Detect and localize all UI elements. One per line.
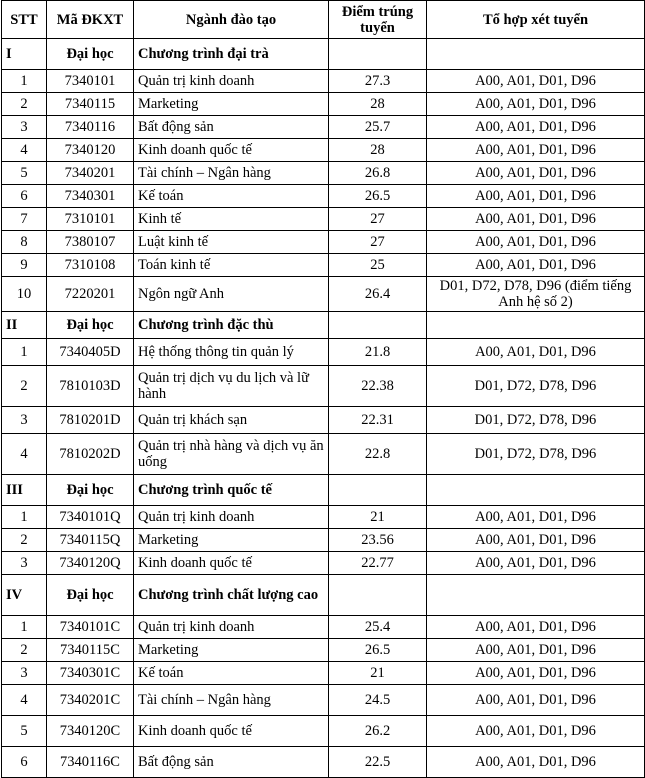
row-major: Ngôn ngữ Anh xyxy=(134,277,329,312)
header-combo: Tổ hợp xét tuyển xyxy=(427,1,645,39)
row-major: Quản trị nhà hàng và dịch vụ ăn uống xyxy=(134,434,329,475)
row-major: Tài chính – Ngân hàng xyxy=(134,685,329,716)
row-score: 27.3 xyxy=(329,70,427,93)
row-code: 7340116C xyxy=(47,747,134,778)
row-combo: A00, A01, D01, D96 xyxy=(427,254,645,277)
row-combo: A00, A01, D01, D96 xyxy=(427,747,645,778)
row-score: 26.4 xyxy=(329,277,427,312)
row-code: 7810201D xyxy=(47,407,134,434)
row-major: Bất động sản xyxy=(134,116,329,139)
row-stt: 1 xyxy=(2,616,47,639)
row-score: 21 xyxy=(329,662,427,685)
row-major: Quản trị kinh doanh xyxy=(134,70,329,93)
row-stt: 3 xyxy=(2,407,47,434)
row-score: 26.5 xyxy=(329,185,427,208)
section-row xyxy=(2,475,645,506)
row-score: 28 xyxy=(329,93,427,116)
table-row xyxy=(2,162,645,185)
row-stt: 5 xyxy=(2,162,47,185)
section-level: Đại học xyxy=(47,575,134,616)
row-stt: 9 xyxy=(2,254,47,277)
row-stt: 1 xyxy=(2,70,47,93)
row-combo: D01, D72, D78, D96 (điểm tiếng Anh hệ số 2) xyxy=(427,277,645,312)
row-combo: A00, A01, D01, D96 xyxy=(427,162,645,185)
table-row xyxy=(2,747,645,778)
row-major: Bất động sản xyxy=(134,747,329,778)
header-row xyxy=(2,1,645,39)
section-level: Đại học xyxy=(47,475,134,506)
section-program: Chương trình quốc tế xyxy=(134,475,329,506)
section-row xyxy=(2,575,645,616)
table-row xyxy=(2,254,645,277)
row-combo: A00, A01, D01, D96 xyxy=(427,639,645,662)
table-row xyxy=(2,639,645,662)
row-stt: 4 xyxy=(2,685,47,716)
row-stt: 10 xyxy=(2,277,47,312)
table-row xyxy=(2,277,645,312)
row-stt: 1 xyxy=(2,339,47,366)
row-combo: A00, A01, D01, D96 xyxy=(427,616,645,639)
table-row xyxy=(2,616,645,639)
row-major: Kinh tế xyxy=(134,208,329,231)
row-major: Luật kinh tế xyxy=(134,231,329,254)
row-code: 7340405D xyxy=(47,339,134,366)
row-major: Hệ thống thông tin quản lý xyxy=(134,339,329,366)
row-major: Kinh doanh quốc tế xyxy=(134,139,329,162)
row-stt: 7 xyxy=(2,208,47,231)
row-stt: 2 xyxy=(2,639,47,662)
row-code: 7340120 xyxy=(47,139,134,162)
row-major: Kinh doanh quốc tế xyxy=(134,552,329,575)
row-major: Toán kinh tế xyxy=(134,254,329,277)
table-row xyxy=(2,339,645,366)
row-score: 26.8 xyxy=(329,162,427,185)
row-major: Marketing xyxy=(134,93,329,116)
row-code: 7340101Q xyxy=(47,506,134,529)
row-score: 22.38 xyxy=(329,366,427,407)
row-score: 27 xyxy=(329,231,427,254)
row-combo: A00, A01, D01, D96 xyxy=(427,552,645,575)
row-code: 7340120C xyxy=(47,716,134,747)
row-score: 21 xyxy=(329,506,427,529)
row-combo: A00, A01, D01, D96 xyxy=(427,139,645,162)
row-stt: 2 xyxy=(2,366,47,407)
row-major: Tài chính – Ngân hàng xyxy=(134,162,329,185)
section-program: Chương trình chất lượng cao xyxy=(134,575,329,616)
row-major: Quản trị khách sạn xyxy=(134,407,329,434)
row-stt: 6 xyxy=(2,185,47,208)
row-score: 27 xyxy=(329,208,427,231)
table-row xyxy=(2,434,645,475)
table-row xyxy=(2,70,645,93)
row-score: 28 xyxy=(329,139,427,162)
section-program: Chương trình đặc thù xyxy=(134,312,329,339)
row-code: 7340301C xyxy=(47,662,134,685)
row-stt: 4 xyxy=(2,434,47,475)
row-code: 7340120Q xyxy=(47,552,134,575)
row-combo: D01, D72, D78, D96 xyxy=(427,434,645,475)
row-score: 24.5 xyxy=(329,685,427,716)
row-stt: 3 xyxy=(2,662,47,685)
row-code: 7810103D xyxy=(47,366,134,407)
row-score: 22.31 xyxy=(329,407,427,434)
row-score: 26.2 xyxy=(329,716,427,747)
table-row xyxy=(2,685,645,716)
row-stt: 5 xyxy=(2,716,47,747)
row-stt: 2 xyxy=(2,529,47,552)
table-row xyxy=(2,716,645,747)
header-major: Ngành đào tạo xyxy=(134,1,329,39)
row-code: 7340115 xyxy=(47,93,134,116)
header-stt: STT xyxy=(2,1,47,39)
section-row xyxy=(2,39,645,70)
row-stt: 1 xyxy=(2,506,47,529)
row-combo: A00, A01, D01, D96 xyxy=(427,70,645,93)
row-combo: A00, A01, D01, D96 xyxy=(427,93,645,116)
row-major: Marketing xyxy=(134,639,329,662)
row-combo: A00, A01, D01, D96 xyxy=(427,662,645,685)
admission-score-table xyxy=(1,0,645,778)
row-code: 7340115Q xyxy=(47,529,134,552)
row-major: Marketing xyxy=(134,529,329,552)
table-row xyxy=(2,93,645,116)
section-number: IV xyxy=(2,575,47,616)
row-stt: 3 xyxy=(2,116,47,139)
table-row xyxy=(2,208,645,231)
row-major: Kế toán xyxy=(134,662,329,685)
row-code: 7340201C xyxy=(47,685,134,716)
row-major: Kinh doanh quốc tế xyxy=(134,716,329,747)
section-row xyxy=(2,312,645,339)
section-number: III xyxy=(2,475,47,506)
table-row xyxy=(2,407,645,434)
row-score: 25.4 xyxy=(329,616,427,639)
row-code: 7380107 xyxy=(47,231,134,254)
row-combo: A00, A01, D01, D96 xyxy=(427,231,645,254)
row-stt: 8 xyxy=(2,231,47,254)
row-code: 7340301 xyxy=(47,185,134,208)
table-row xyxy=(2,116,645,139)
row-score: 22.77 xyxy=(329,552,427,575)
table-row xyxy=(2,506,645,529)
row-code: 7340101 xyxy=(47,70,134,93)
row-combo: D01, D72, D78, D96 xyxy=(427,366,645,407)
table-row xyxy=(2,662,645,685)
row-major: Quản trị kinh doanh xyxy=(134,616,329,639)
row-major: Quản trị kinh doanh xyxy=(134,506,329,529)
table-row xyxy=(2,231,645,254)
row-combo: A00, A01, D01, D96 xyxy=(427,506,645,529)
section-program: Chương trình đại trà xyxy=(134,39,329,70)
row-code: 7310101 xyxy=(47,208,134,231)
section-number: I xyxy=(2,39,47,70)
row-score: 25.7 xyxy=(329,116,427,139)
row-combo: A00, A01, D01, D96 xyxy=(427,116,645,139)
section-number: II xyxy=(2,312,47,339)
row-stt: 4 xyxy=(2,139,47,162)
row-combo: A00, A01, D01, D96 xyxy=(427,716,645,747)
table-row xyxy=(2,552,645,575)
row-combo: A00, A01, D01, D96 xyxy=(427,339,645,366)
row-code: 7340115C xyxy=(47,639,134,662)
table-row xyxy=(2,185,645,208)
row-score: 22.8 xyxy=(329,434,427,475)
row-score: 23.56 xyxy=(329,529,427,552)
row-stt: 6 xyxy=(2,747,47,778)
row-major: Kế toán xyxy=(134,185,329,208)
header-score: Điểm trúng tuyển xyxy=(329,1,427,39)
row-combo: A00, A01, D01, D96 xyxy=(427,529,645,552)
row-score: 21.8 xyxy=(329,339,427,366)
row-code: 7340116 xyxy=(47,116,134,139)
section-level: Đại học xyxy=(47,39,134,70)
row-major: Quản trị dịch vụ du lịch và lữ hành xyxy=(134,366,329,407)
row-score: 26.5 xyxy=(329,639,427,662)
row-combo: D01, D72, D78, D96 xyxy=(427,407,645,434)
row-score: 25 xyxy=(329,254,427,277)
table-row xyxy=(2,139,645,162)
row-stt: 3 xyxy=(2,552,47,575)
table-row xyxy=(2,366,645,407)
row-combo: A00, A01, D01, D96 xyxy=(427,208,645,231)
row-code: 7220201 xyxy=(47,277,134,312)
row-code: 7340101C xyxy=(47,616,134,639)
row-combo: A00, A01, D01, D96 xyxy=(427,185,645,208)
row-code: 7340201 xyxy=(47,162,134,185)
table-row xyxy=(2,529,645,552)
row-combo: A00, A01, D01, D96 xyxy=(427,685,645,716)
row-code: 7810202D xyxy=(47,434,134,475)
row-score: 22.5 xyxy=(329,747,427,778)
section-level: Đại học xyxy=(47,312,134,339)
header-code: Mã ĐKXT xyxy=(47,1,134,39)
row-code: 7310108 xyxy=(47,254,134,277)
row-stt: 2 xyxy=(2,93,47,116)
